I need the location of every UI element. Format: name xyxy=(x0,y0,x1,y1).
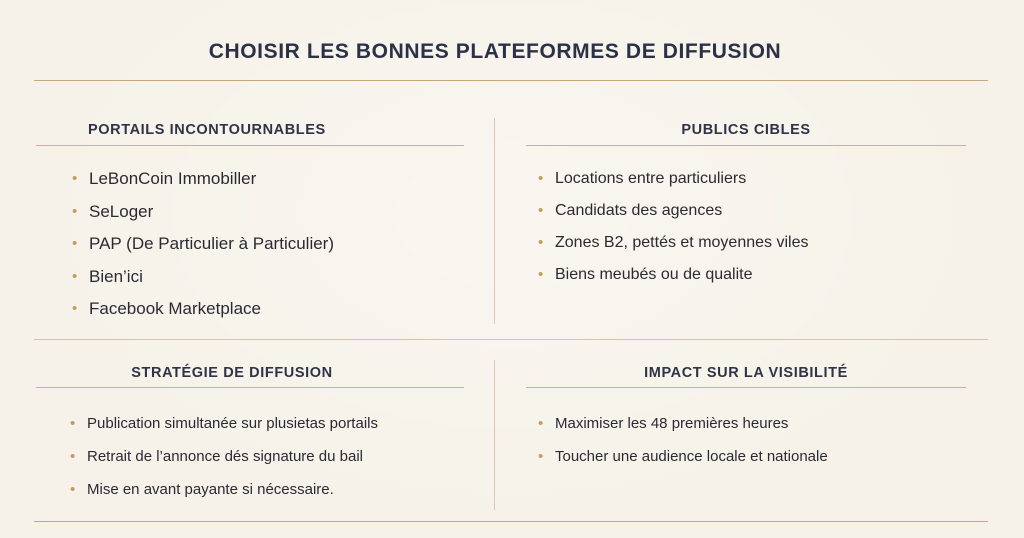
bottom-rule xyxy=(34,521,988,522)
list-item: • Publication simultanée sur plusietas portails xyxy=(70,414,490,447)
list-item: • Zones B2, pettés et moyennes viles xyxy=(538,232,968,264)
list-item: • Maximiser les 48 premières heures xyxy=(538,414,968,447)
section-rule-portails xyxy=(36,145,464,146)
middle-rule xyxy=(34,339,988,340)
list-item: • Candidats des agences xyxy=(538,200,968,232)
section-rule-impact xyxy=(526,387,966,388)
list-portails xyxy=(72,168,472,331)
list-item: • Toucher une audience locale et nationale xyxy=(538,447,968,480)
list-item: • SeLoger xyxy=(72,201,472,234)
section-title-impact: IMPACT SUR LA VISIBILITÉ xyxy=(644,365,848,381)
title-rule xyxy=(34,80,988,81)
page-title: CHOISIR LES BONNES PLATEFORMES DE DIFFUSION xyxy=(208,40,782,63)
list-publics xyxy=(538,168,968,296)
list-item: • Facebook Marketplace xyxy=(72,298,472,331)
list-impact xyxy=(538,414,968,480)
list-item: • Bien’ici xyxy=(72,266,472,299)
section-title-strategie: STRATÉGIE DE DIFFUSION xyxy=(131,365,333,381)
list-item: • Mise en avant payante si nécessaire. xyxy=(70,480,490,513)
list-item: • LeBonCoin Immobiller xyxy=(72,168,472,201)
column-divider-bottom xyxy=(494,360,495,510)
list-item: • PAP (De Particulier à Particulier) xyxy=(72,233,472,266)
section-rule-publics xyxy=(526,145,966,146)
list-item: • Biens meubés ou de qualite xyxy=(538,264,968,296)
section-title-portails: PORTAILS INCONTOURNABLES xyxy=(88,122,326,138)
section-rule-strategie xyxy=(36,387,464,388)
section-title-publics: PUBLICS CIBLES xyxy=(681,122,811,138)
list-item: • Retrait de l’annonce dés signature du bail xyxy=(70,447,490,480)
list-item: • Locations entre particuliers xyxy=(538,168,968,200)
list-strategie xyxy=(70,414,490,513)
column-divider-top xyxy=(494,118,495,324)
